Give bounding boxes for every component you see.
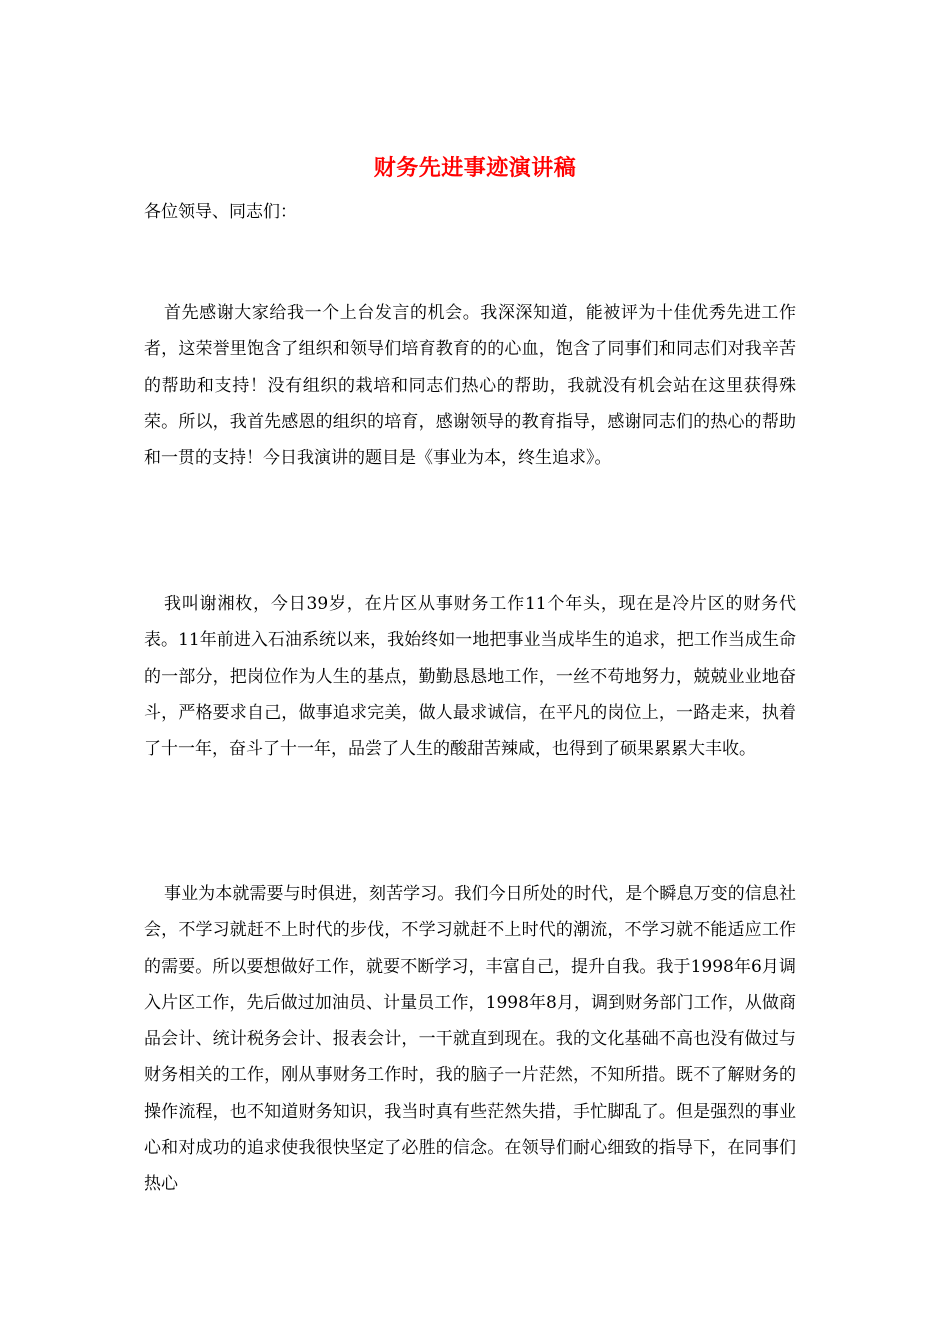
paragraph-3: 事业为本就需要与时俱进，刻苦学习。我们今日所处的时代，是个瞬息万变的信息社会，不学习就赶不上时代的步伐，不学习就赶不上时代的潮流，不学习就不能适应工作的需要。所以要想做好工作，就要不断学习，丰富自己，提升自我。我于1998年6月调入片区工作，先后做过加油员、计量员工作，1998年8月，调到财务部门工作，从做商品会计、统计税务会计、报表会计，一干就直到现在。我的文化基础不高也没有做过与财务相关的工作，刚从事财务工作时，我的脑子一片茫然，不知所措。既不了解财务的操作流程，也不知道财务知识，我当时真有些茫然失措，手忙脚乱了。但是强烈的事业心和对成功的追求使我很快坚定了必胜的信念。在领导们耐心细致的指导下，在同事们热心 — [144, 884, 796, 1195]
salutation: 各位领导、同志们： — [144, 202, 297, 222]
document-title: 财务先进事迹演讲稿 — [373, 155, 577, 181]
paragraph-2: 我叫谢湘枚，今日39岁，在片区从事财务工作11个年头，现在是冷片区的财务代表。11年前进入石油系统以来，我始终如一地把事业当成毕生的追求，把工作当成生命的一部分，把岗位作为人生的基点，勤勤恳恳地工作，一丝不苟地努力，兢兢业业地奋斗，严格要求自己，做事追求完美，做人最求诚信，在平凡的岗位上，一路走来，执着了十一年，奋斗了十一年，品尝了人生的酸甜苦辣咸，也得到了硕果累累大丰收。 — [144, 594, 796, 760]
paragraph-1: 首先感谢大家给我一个上台发言的机会。我深深知道，能被评为十佳优秀先进工作者，这荣誉里饱含了组织和领导们培育教育的的心血，饱含了同事们和同志们对我辛苦的帮助和支持！没有组织的栽培和同志们热心的帮助，我就没有机会站在这里获得殊荣。所以，我首先感恩的组织的培育，感谢领导的教育指导，感谢同志们的热心的帮助和一贯的支持！今日我演讲的题目是《事业为本，终生追求》。 — [144, 303, 796, 469]
